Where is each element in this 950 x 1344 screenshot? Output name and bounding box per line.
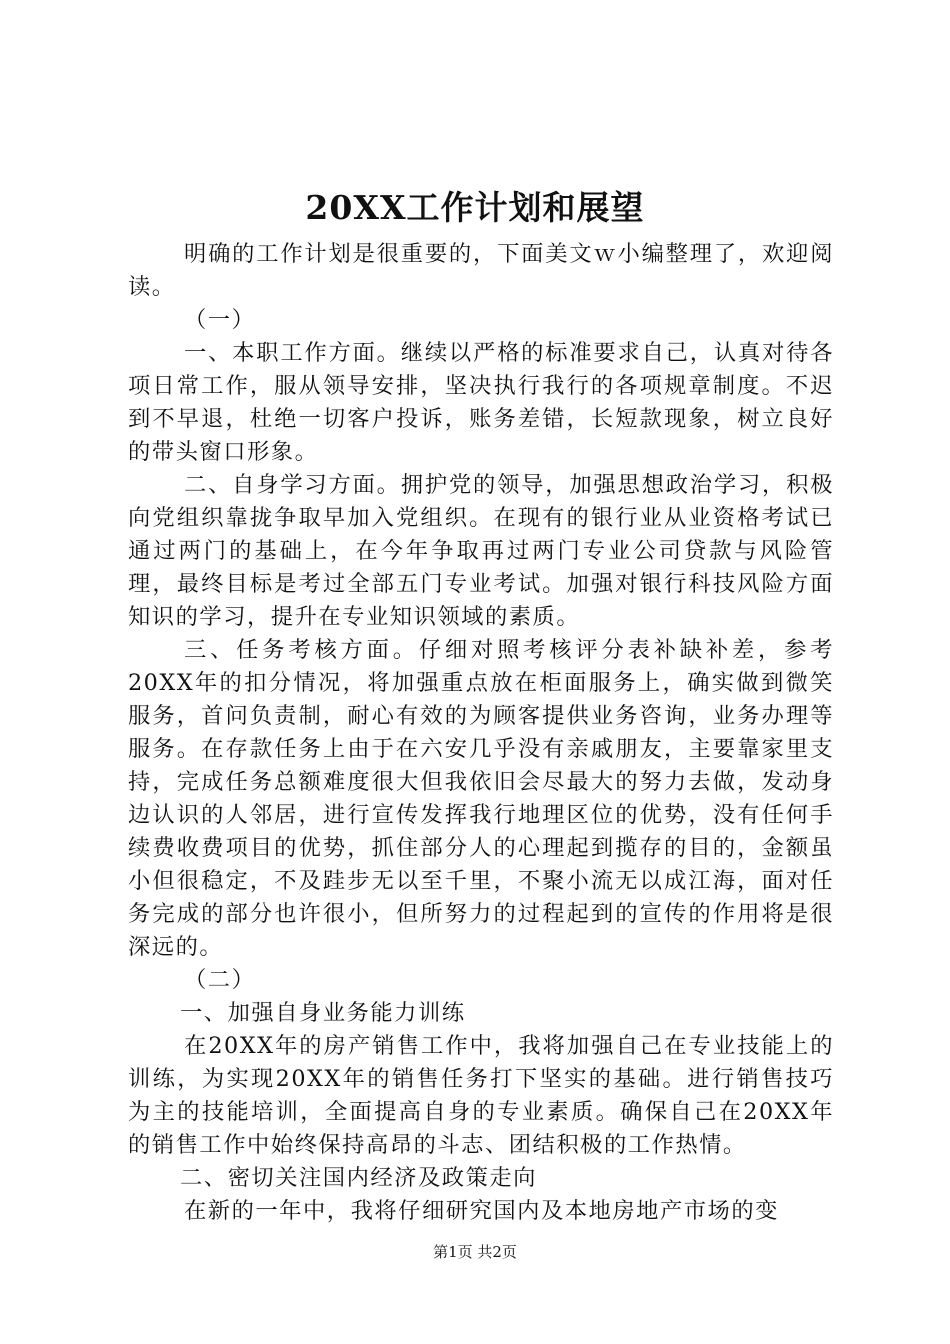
document-title: 20XX工作计划和展望 bbox=[305, 188, 645, 227]
paragraph-task-assessment: 三、任务考核方面。仔细对照考核评分表补缺补差，参考20XX年的扣分情况，将加强重点放在柜面服务上，确实做到微笑服务，首问负责制，耐心有效的为顾客提供业务咨询，业务办理等服务。在存款任务上由于在六安几乎没有亲戚朋友，主要靠家里支持，完成任务总额难度很大但我依旧会尽最大的努力去做，发动身边认识的人邻居，进行宣传发挥我行地理区位的优势，没有任何手续费收费项目的优势，抓住部分人的心理起到揽存的目的，金额虽小但很稳定，不及跬步无以至千里，不聚小流无以成江海，面对任务完成的部分也许很小，但所努力的过程起到的宣传的作用将是很深远的。 bbox=[128, 637, 834, 960]
paragraph-sales-training: 在20XX年的房产销售工作中，我将加强自己在专业技能上的训练，为实现20XX年的销售任务打下坚实的基础。进行销售技巧为主的技能培训，全面提高自身的专业素质。确保自己在20XX年的销售工作中始终保持高昂的斗志、团结积极的工作热情。 bbox=[128, 1033, 834, 1158]
section-heading-2: （二） bbox=[184, 967, 256, 993]
page-number: 第1页 共2页 bbox=[433, 1243, 517, 1261]
intro-paragraph: 明确的工作计划是很重要的，下面美文ｗ小编整理了，欢迎阅读。 bbox=[128, 241, 834, 300]
section-heading-1: （一） bbox=[184, 307, 256, 333]
paragraph-market-research: 在新的一年中，我将仔细研究国内及本地房地产市场的变 bbox=[184, 1198, 779, 1224]
paragraph-job-duties: 一、本职工作方面。继续以严格的标准要求自己，认真对待各项日常工作，服从领导安排，坚决执行我行的各项规章制度。不迟到不早退，杜绝一切客户投诉，账务差错，长短款现象，树立良好的带头窗口形象。 bbox=[128, 340, 834, 465]
subheading-skill-training: 一、加强自身业务能力训练 bbox=[180, 1000, 466, 1026]
subheading-policy-watch: 二、密切关注国内经济及政策走向 bbox=[180, 1165, 537, 1191]
document-body bbox=[128, 238, 834, 1228]
paragraph-self-study: 二、自身学习方面。拥护党的领导，加强思想政治学习，积极向党组织靠拢争取早加入党组织。在现有的银行业从业资格考试已通过两门的基础上，在今年争取再过两门专业公司贷款与风险管理，最终目标是考过全部五门专业考试。加强对银行科技风险方面知识的学习，提升在专业知识领域的素质。 bbox=[128, 472, 834, 630]
